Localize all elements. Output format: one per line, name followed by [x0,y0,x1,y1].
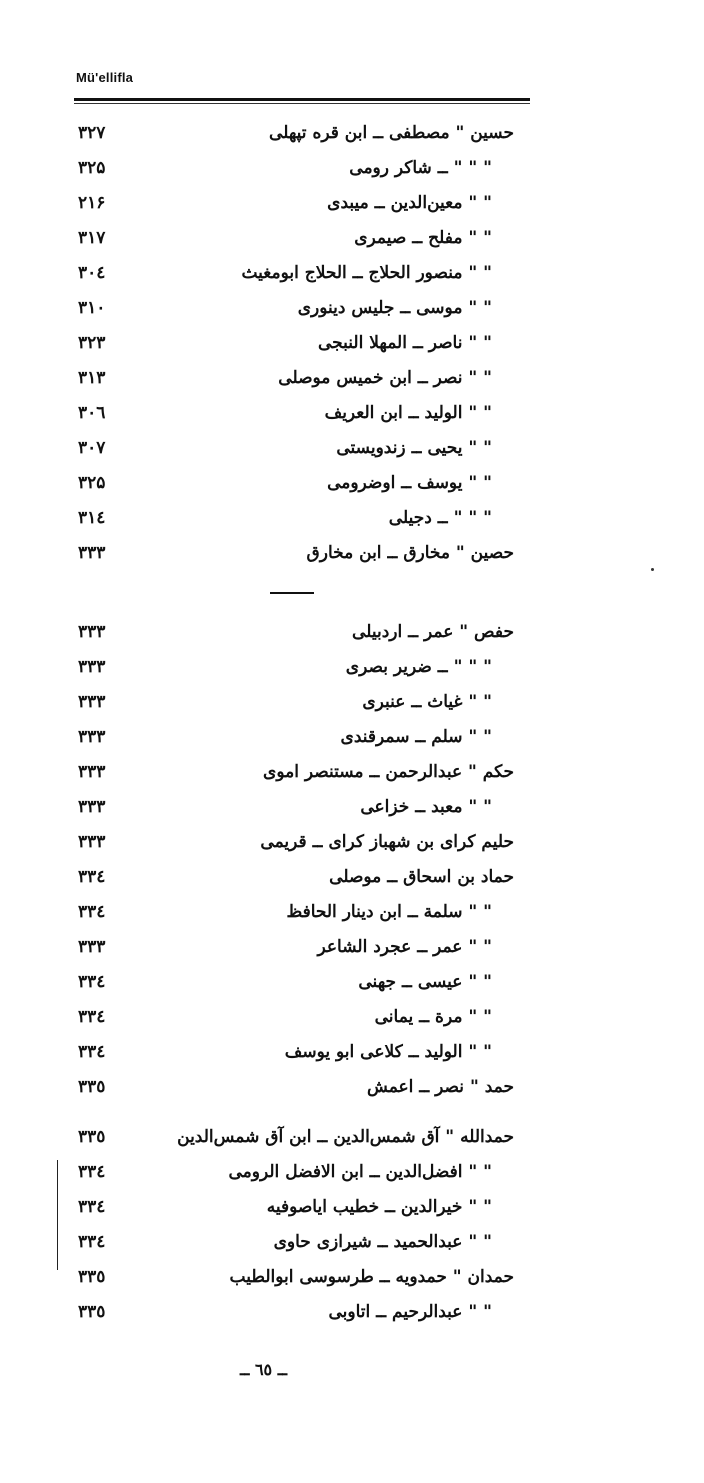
index-row [74,1227,514,1257]
entry-page-number: ۳۱٤ [78,508,106,528]
entry-name: حصین " مخارق ــ ابن مخارق [306,543,514,563]
index-row [74,363,514,393]
entry-page-number: ۳۳۳ [78,727,106,747]
entry-name: " " " ــ دجیلی [388,508,492,528]
entry-name: " " معبد ــ خزاعی [360,797,492,817]
index-row [74,792,514,822]
print-speck [651,568,654,571]
entry-name: " " ناصر ــ المهلا النبجی [317,333,492,353]
entry-page-number: ۳۲۵ [78,473,106,493]
entry-page-number: ۳۳٤ [78,1007,106,1027]
entry-name: " " سلمة ــ ابن دینار الحافظ [286,902,492,922]
index-row [74,967,514,997]
entry-page-number: ۳۳٤ [78,867,106,887]
index-row [74,1122,514,1152]
index-row [74,617,514,647]
index-row [74,757,514,787]
entry-name: حماد بن اسحاق ــ موصلی [329,867,514,887]
entry-page-number: ۳۰٦ [78,403,106,423]
entry-page-number: ۳۳٤ [78,972,106,992]
page-number: ــ ٦٥ ــ [240,1360,288,1379]
index-row [74,1157,514,1187]
header-rule-thin [74,103,530,104]
entry-name: حلیم کرای بن شهباز کرای ــ قریمی [260,832,514,852]
entry-name: " " خیرالدین ــ خطیب ایاصوفیه [266,1197,492,1217]
entry-page-number: ۳۳٥ [78,1077,106,1097]
entry-page-number: ۳۲۳ [78,333,106,353]
index-row [74,652,514,682]
index-row [74,1262,514,1292]
index-row [74,722,514,752]
index-row [74,538,514,568]
index-row [74,1297,514,1327]
entry-page-number: ۳۳۳ [78,657,106,677]
entry-page-number: ۳۳٥ [78,1302,106,1322]
entry-page-number: ۳۳۳ [78,762,106,782]
entry-name: " " سلم ــ سمرقندی [340,727,492,747]
entry-page-number: ۳۳٤ [78,1197,106,1217]
index-row [74,862,514,892]
index-row [74,503,514,533]
entry-page-number: ۳۰٤ [78,263,106,283]
index-row [74,1192,514,1222]
index-row [74,897,514,927]
index-row [74,188,514,218]
entry-name: " " الولید ــ ابن العریف [324,403,492,423]
entry-name: حکم " عبدالرحمن ــ مستنصر اموی [263,762,514,782]
index-row [74,293,514,323]
entry-page-number: ۳۳٤ [78,1162,106,1182]
index-row [74,328,514,358]
entry-page-number: ۳۲۵ [78,158,106,178]
entry-page-number: ۳۳٤ [78,1042,106,1062]
entry-name: حمدان " حمدویه ــ طرسوسی ابوالطیب [229,1267,514,1287]
entry-page-number: ۲۱۶ [78,193,106,213]
entry-page-number: ۳۳٥ [78,1267,106,1287]
entry-name: " " عبدالحمید ــ شیرازی حاوی [273,1232,492,1252]
entry-name: " " عیسی ــ جهنی [358,972,492,992]
entry-name: حمد " نصر ــ اعمش [367,1077,514,1097]
entry-page-number: ۳۱۰ [78,298,106,318]
entry-page-number: ۳۳۳ [78,797,106,817]
index-row [74,1037,514,1067]
entry-page-number: ۳۳٤ [78,1232,106,1252]
index-row [74,118,514,148]
index-row [74,687,514,717]
index-row [74,1002,514,1032]
entry-page-number: ۳۳۳ [78,692,106,712]
entry-name: " " افضل‌الدین ــ ابن الافضل الرومی [228,1162,492,1182]
entry-name: " " یحیی ــ زندویستی [336,438,492,458]
entry-page-number: ۳۳۳ [78,543,106,563]
margin-mark [57,1160,58,1270]
index-row [74,398,514,428]
entry-name: " " معین‌الدین ــ میبدی [327,193,492,213]
index-row [74,1072,514,1102]
entry-page-number: ۳۳۳ [78,622,106,642]
entry-name: " " یوسف ــ اوضرومی [327,473,492,493]
header-rule [74,98,530,101]
entry-page-number: ۳۱۷ [78,228,106,248]
entry-page-number: ۳۳٥ [78,1127,106,1147]
entry-name: " " الولید ــ کلاعی ابو یوسف [284,1042,492,1062]
entry-name: " " مفلح ــ صیمری [354,228,492,248]
entry-name: " " مرة ــ یمانی [374,1007,492,1027]
entry-page-number: ۳۳۳ [78,937,106,957]
entry-name: " " موسی ــ جلیس دینوری [297,298,492,318]
entry-name: حسین " مصطفی ــ ابن قره تپهلی [269,123,514,143]
index-row [74,258,514,288]
entry-page-number: ۳۲۷ [78,123,106,143]
index-row [74,827,514,857]
entry-name: " " عمر ــ عجرد الشاعر [317,937,492,957]
entry-name: حفص " عمر ــ اردبیلی [352,622,514,642]
entry-page-number: ۳۳۳ [78,832,106,852]
entry-page-number: ۳۳٤ [78,902,106,922]
index-row [74,932,514,962]
index-row [74,433,514,463]
running-header: Mü'ellifla [76,70,134,85]
entry-name: " " نصر ــ ابن خمیس موصلی [278,368,492,388]
section-divider [270,592,314,594]
index-row [74,153,514,183]
index-row [74,468,514,498]
entry-name: " " عبدالرحیم ــ اتاوبی [328,1302,492,1322]
entry-name: " " غیاث ــ عنبری [362,692,492,712]
entry-name: " " منصور الحلاج ــ الحلاج ابومغیث [241,263,492,283]
entry-page-number: ۳۰۷ [78,438,106,458]
entry-name: حمدالله " آق شمس‌الدین ــ ابن آق شمس‌الدین [177,1127,514,1147]
entry-name: " " " ــ ضریر بصری [345,657,492,677]
entry-name: " " " ــ شاکر رومی [349,158,492,178]
entry-page-number: ۳۱۳ [78,368,106,388]
index-row [74,223,514,253]
